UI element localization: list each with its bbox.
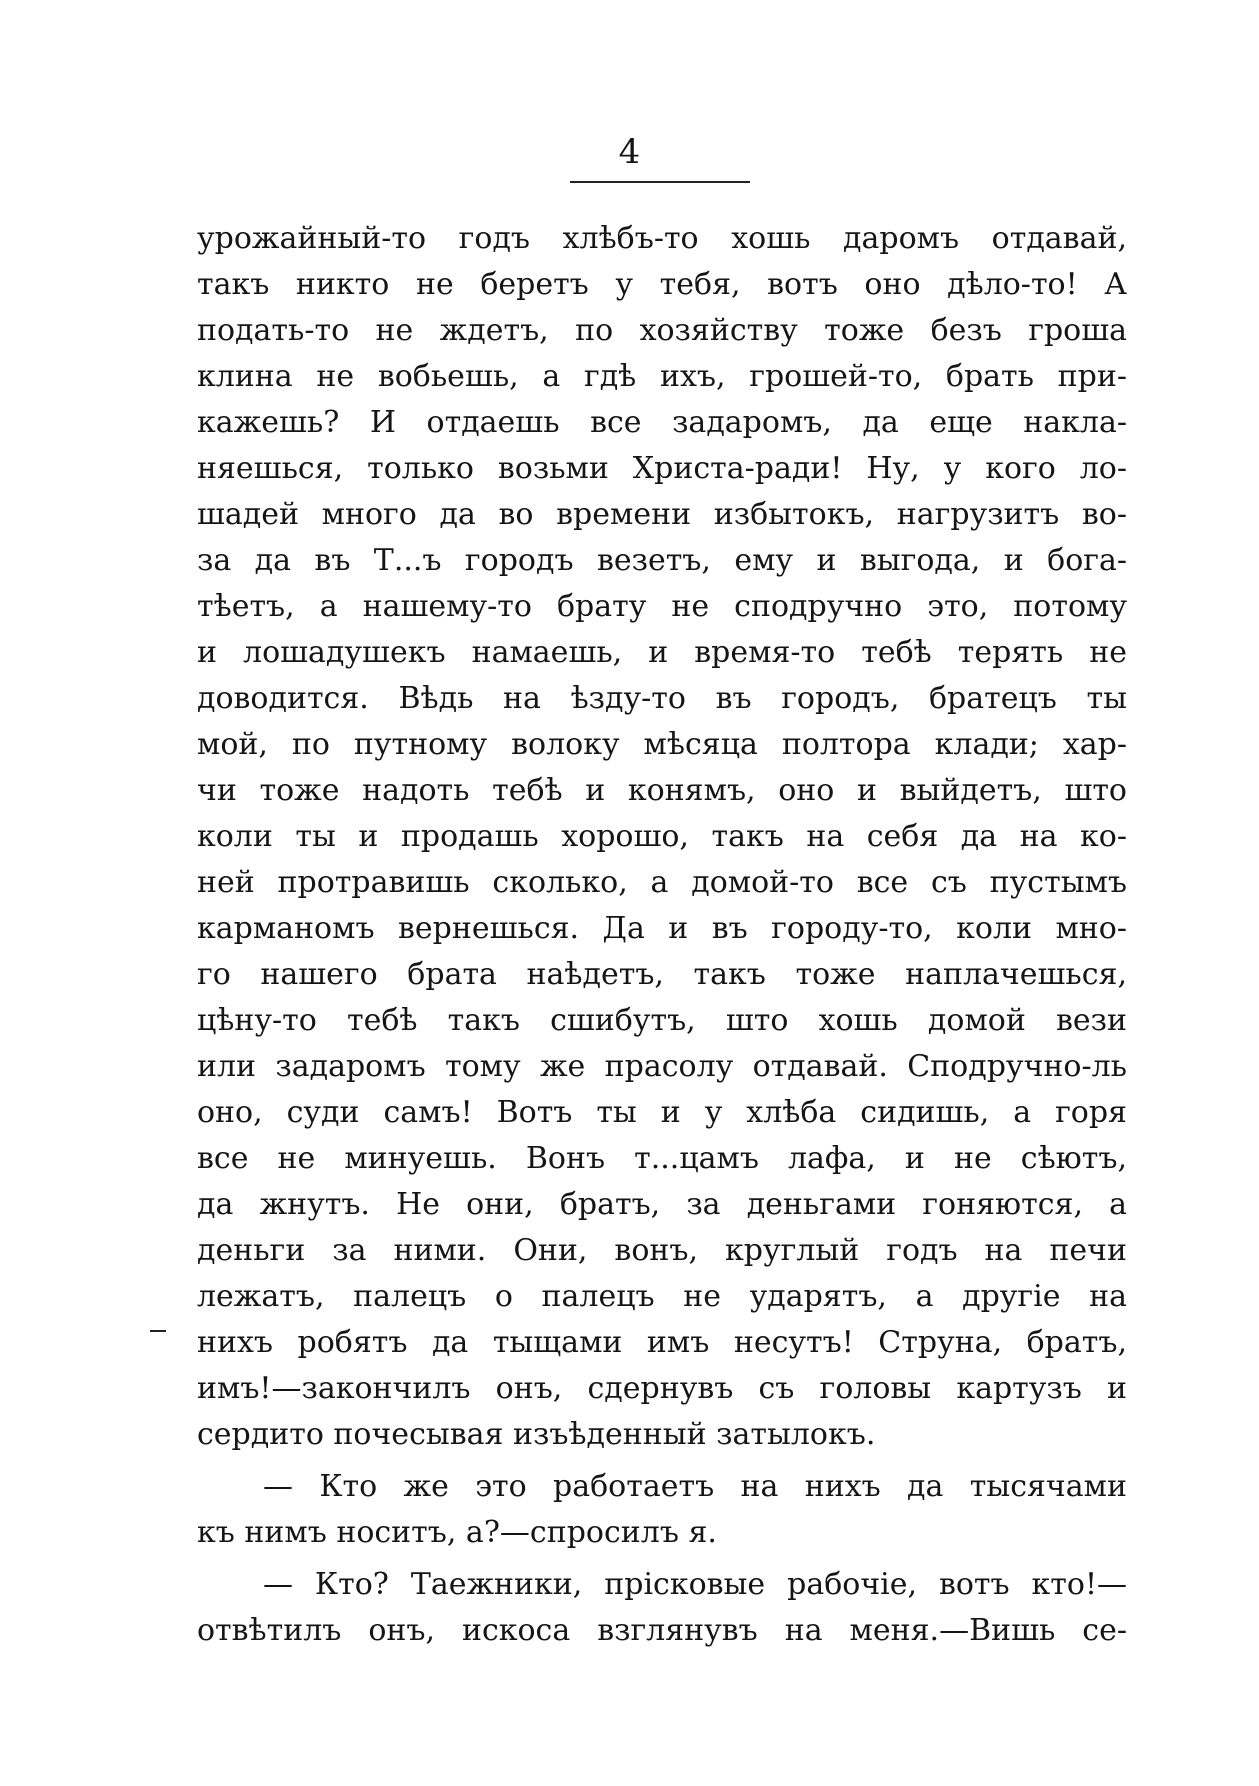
text-line: цѣну-то тебѣ такъ сшибутъ, што хошь домой вези [197,1003,1127,1038]
text-line: го нашего брата наѣдетъ, такъ тоже наплачешься, [197,957,1127,992]
text-line: и лошадушекъ намаешь, и время-то тебѣ терять не [197,635,1127,670]
text-line: чи тоже надоть тебѣ и конямъ, оно и выйдетъ, што [197,773,1127,808]
text-line: имъ!—закончилъ онъ, сдернувъ съ головы картузъ и [197,1371,1127,1406]
text-line: карманомъ вернешься. Да и въ городу-то, коли мно- [197,911,1127,946]
text-line: нихъ робятъ да тыщами имъ несутъ! Струна, братъ, [197,1325,1127,1360]
dialog-line: къ нимъ носитъ, а?—спросилъ я. [197,1515,717,1550]
text-line: мой, по путному волоку мѣсяца полтора клади; хар- [197,727,1127,762]
text-line: ней протравишь сколько, а домой-то все съ пустымъ [197,865,1127,900]
text-line: или задаромъ тому же прасолу отдавай. Сподручно-ль [197,1049,1127,1084]
text-line: оно, суди самъ! Вотъ ты и у хлѣба сидишь, а горя [197,1095,1127,1130]
text-line: деньги за ними. Они, вонъ, круглый годъ на печи [197,1233,1127,1268]
page-number: 4 [618,132,641,172]
text-line: няешься, только возьми Христа-ради! Ну, у кого ло- [197,451,1127,486]
text-line: тѣетъ, а нашему-то брату не сподручно это, потому [197,589,1127,624]
text-block [197,216,1127,1654]
dialog-line: — Кто же это работаетъ на нихъ да тысячами [263,1469,1127,1504]
text-line: за да въ Т...ъ городъ везетъ, ему и выгода, и бога- [197,543,1127,578]
dialog-line: — Кто? Таежники, прісковые рабочіе, вотъ кто!— [263,1567,1127,1602]
header-rule [570,181,750,183]
margin-mark [150,1330,166,1332]
text-line: подать-то не ждетъ, по хозяйству тоже безъ гроша [197,313,1127,348]
text-line: коли ты и продашь хорошо, такъ на себя да на ко- [197,819,1127,854]
dialog-line: отвѣтилъ онъ, искоса взглянувъ на меня.—Вишь се- [197,1613,1127,1648]
text-line: шадей много да во времени избытокъ, нагрузитъ во- [197,497,1127,532]
text-line: кажешь? И отдаешь все задаромъ, да еще накла- [197,405,1127,440]
text-line: да жнутъ. Не они, братъ, за деньгами гоняются, а [197,1187,1127,1222]
text-line: сердито почесывая изъѣденный затылокъ. [197,1417,876,1452]
text-line: все не минуешь. Вонъ т...цамъ лафа, и не сѣютъ, [197,1141,1127,1176]
text-line: такъ никто не беретъ у тебя, вотъ оно дѣло-то! А [197,267,1127,302]
text-line: доводится. Вѣдь на ѣзду-то въ городъ, братецъ ты [197,681,1127,716]
text-line: клина не вобьешь, а гдѣ ихъ, грошей-то, брать при- [197,359,1127,394]
text-line: лежатъ, палецъ о палецъ не ударятъ, а другіе на [197,1279,1127,1314]
text-line: урожайный-то годъ хлѣбъ-то хошь даромъ отдавай, [197,221,1127,256]
